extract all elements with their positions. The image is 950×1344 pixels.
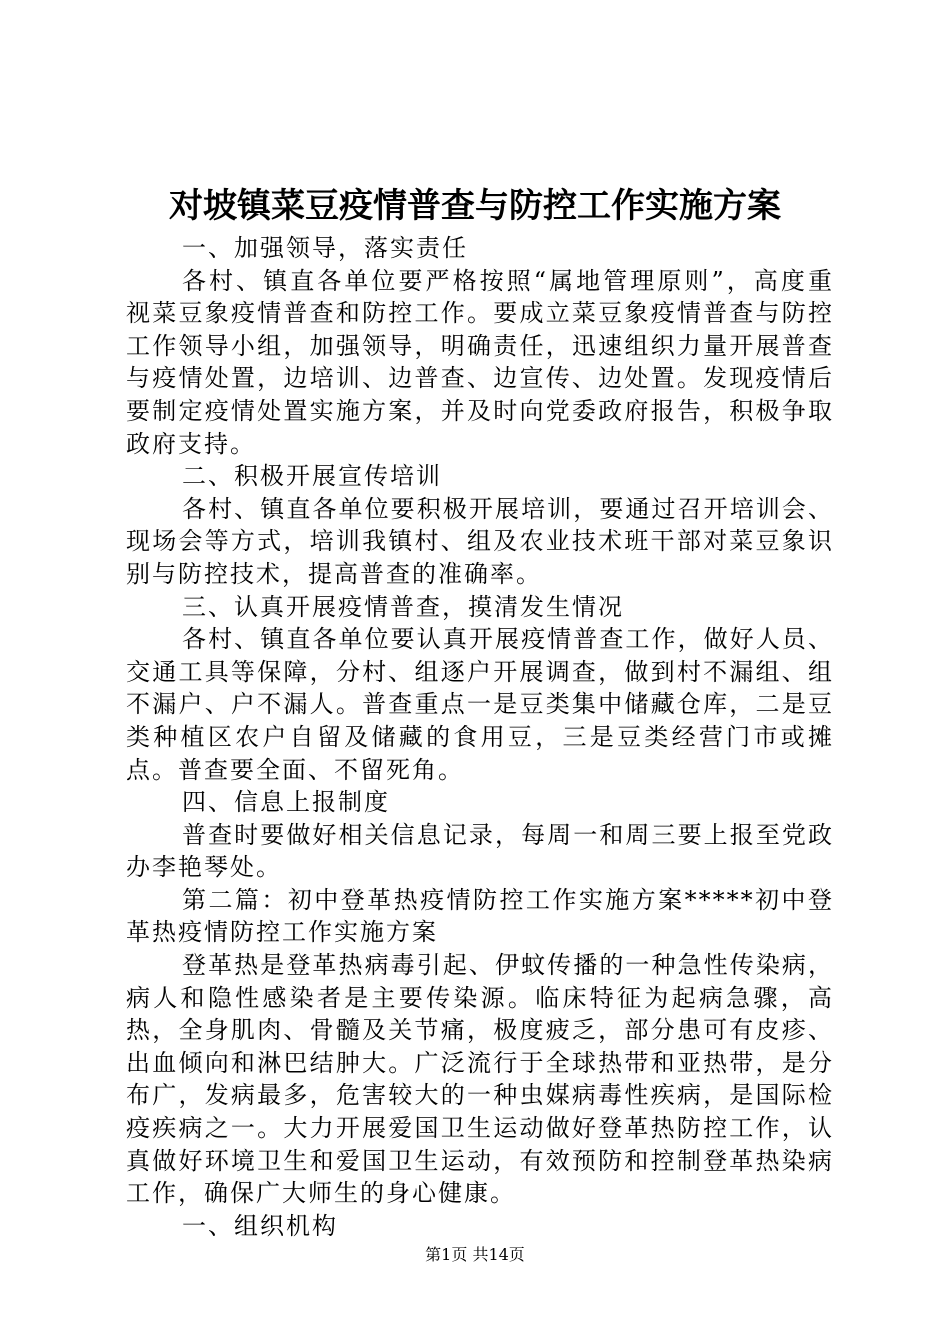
paragraph: 普查时要做好相关信息记录，每周一和周三要上报至党政办李艳琴处。 <box>126 820 834 882</box>
paragraph: 登革热是登革热病毒引起、伊蚊传播的一种急性传染病，病人和隐性感染者是主要传染源。临床特征为起病急骤，高热，全身肌肉、骨髓及关节痛，极度疲乏，部分患可有皮疹、出血倾向和淋巴结肿大。广泛流行于全球热带和亚热带，是分布广，发病最多，危害较大的一种虫媒病毒性疾病，是国际检疫疾病之一。大力开展爱国卫生运动做好登革热防控工作，认真做好环境卫生和爱国卫生运动，有效预防和控制登革热染病工作，确保广大师生的身心健康。 <box>126 951 834 1208</box>
section-heading: 一、加强领导，落实责任 <box>182 234 468 262</box>
part-heading: 第二篇：初中登革热疫情防控工作实施方案*****初中登革热疫情防控工作实施方案 <box>126 885 834 947</box>
document-body <box>126 232 834 1242</box>
paragraph: 各村、镇直各单位要认真开展疫情普查工作，做好人员、交通工具等保障，分村、组逐户开展调查，做到村不漏组、组不漏户、户不漏人。普查重点一是豆类集中储藏仓库，二是豆类种植区农户自留及储藏的食用豆，三是豆类经营门市或摊点。普查要全面、不留死角。 <box>126 625 834 784</box>
section-heading: 三、认真开展疫情普查，摸清发生情况 <box>182 592 624 621</box>
document-title: 对坡镇菜豆疫情普查与防控工作实施方案 <box>169 186 781 226</box>
section-heading: 一、组织机构 <box>182 1211 338 1240</box>
paragraph: 各村、镇直各单位要严格按照“属地管理原则”，高度重视菜豆象疫情普查和防控工作。要成立菜豆象疫情普查与防控工作领导小组，加强领导，明确责任，迅速组织力量开展普查与疫情处置，边培训、边普查、边宣传、边处置。发现疫情后要制定疫情处置实施方案，并及时向党委政府报告，积极争取政府支持。 <box>126 266 834 458</box>
page-footer: 第1页 共14页 <box>425 1245 525 1264</box>
paragraph: 各村、镇直各单位要积极开展培训，要通过召开培训会、现场会等方式，培训我镇村、组及农业技术班干部对菜豆象识别与防控技术，提高普查的准确率。 <box>126 494 834 588</box>
section-heading: 二、积极开展宣传培训 <box>182 462 442 491</box>
section-heading: 四、信息上报制度 <box>182 788 390 817</box>
